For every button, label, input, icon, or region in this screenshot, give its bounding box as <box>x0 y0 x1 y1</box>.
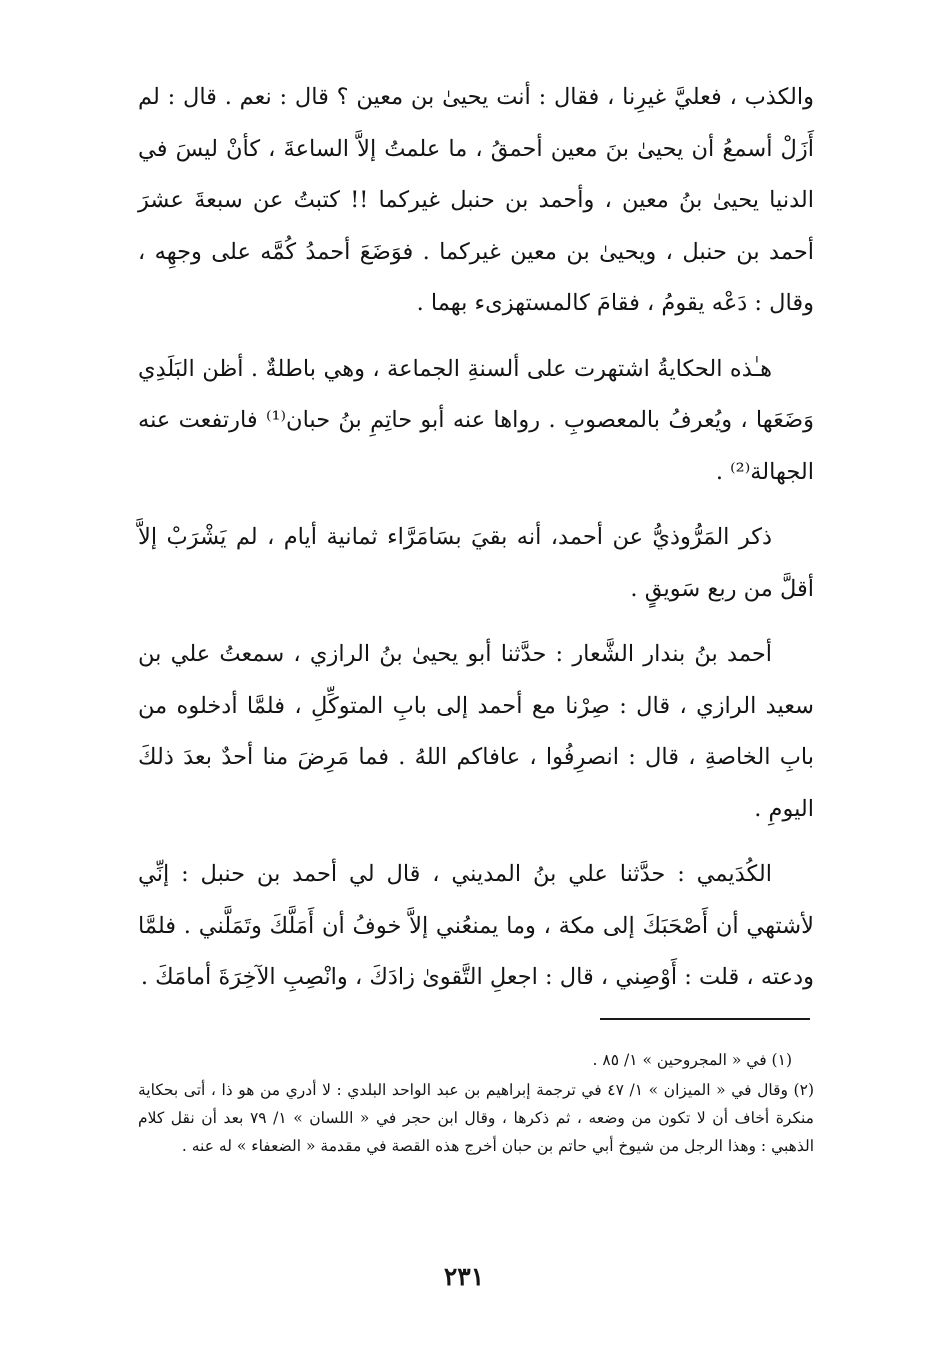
page-number: ٢٣١ <box>443 1262 485 1291</box>
footnotes <box>138 1046 814 1160</box>
footnote-2: (٢) وقال في « الميزان » ١/ ٤٧ في ترجمة إبراهيم بن عبد الواحد البلدي : لا أدري من هو ذا ، أتى بحكاية منكرة أخاف أن لا تكون من وضعه ، ثم ذكرها ، وقال ابن حجر في « اللسان » ١/ ٧٩ بعد أن نقل كلام الذهبي : وهذا الرجل من شيوخ أبي حاتم بن حبان أخرج هذه القصة في مقدمة « الضعفاء » له عنه . <box>138 1081 814 1155</box>
paragraph-3: ذكر المَرُّوذيُّ عن أحمد، أنه بقيَ بسَامَرَّاء ثمانية أيام ، لم يَشْرَبْ إلاَّ أقلَّ من ربع سَويقٍ . <box>138 524 814 602</box>
footnote-1: (١) في « المجروحين » ١/ ٨٥ . <box>592 1051 792 1069</box>
footnote-separator <box>600 1018 810 1020</box>
main-text <box>138 72 814 1004</box>
paragraph-4: أحمد بنُ بندار الشَّعار : حدَّثنا أبو يحيىٰ بنُ الرازي ، سمعتُ علي بن سعيد الرازي ، قال : صِرْنا مع أحمد إلى بابِ المتوكِّلِ ، فلمَّا أدخلوه من بابِ الخاصةِ ، قال : انصرِفُوا ، عافاكم اللهُ . فما مَرِضَ منا أحدٌ بعدَ ذلكَ اليومِ . <box>138 641 814 822</box>
paragraph-5: الكُدَيمي : حدَّثنا علي بنُ المديني ، قال لي أحمد بن حنبل : إنِّي لأشتهي أن أَصْحَبَكَ إلى مكة ، وما يمنعُني إلاَّ خوفُ أن أَمَلَّكَ وتَمَلَّني . فلمَّا ودعته ، قلت : أَوْصِني ، قال : اجعلِ التَّقوىٰ زادَكَ ، وانْصِبِ الآخِرَةَ أمامَكَ . <box>138 861 814 990</box>
paragraph-1: والكذب ، فعليَّ غيرِنا ، فقال : أنت يحيىٰ بن معين ؟ قال : نعم . قال : لم أَزَلْ أسمعُ أن يحيىٰ بنَ معين أحمقُ ، ما علمتُ إلاَّ الساعةَ ، كأنْ ليسَ في الدنيا يحيىٰ بنُ معين ، وأحمد بن حنبل غيركما !! كتبتُ عن سبعةَ عشرَ أحمد بن حنبل ، ويحيىٰ بن معين غيركما . فوَضَعَ أحمدُ كُمَّه على وجهِه ، وقال : دَعْه يقومُ ، فقامَ كالمستهزىء بهما . <box>138 84 814 316</box>
paragraph-2: هـٰذه الحكايةُ اشتهرت على ألسنةِ الجماعة ، وهي باطلةٌ . أظن البَلَدِي وَضَعَها ، ويُعرفُ بالمعصوبِ . رواها عنه أبو حاتِمِ بنُ حبان⁽¹⁾ فارتفعت عنه الجهالة⁽²⁾ . <box>138 355 814 485</box>
